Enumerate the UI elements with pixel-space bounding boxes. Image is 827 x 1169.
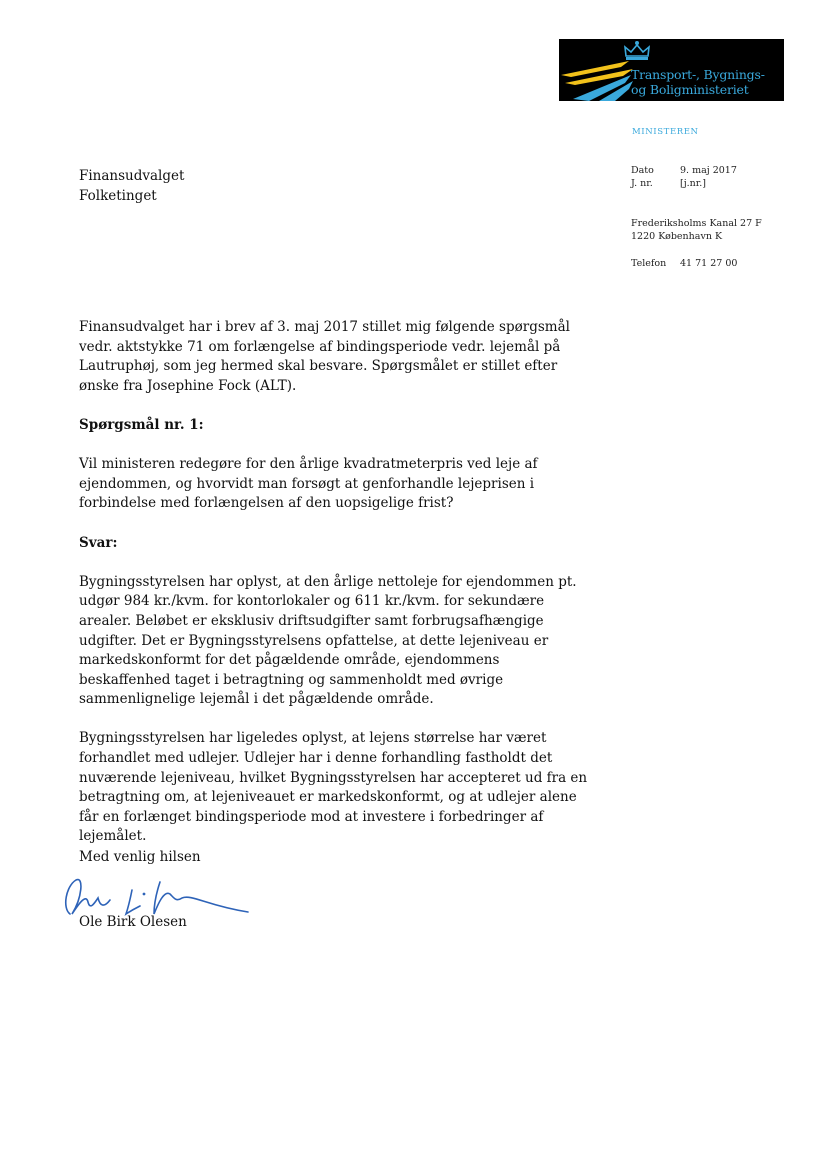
closing-phrase: Med venlig hilsen [79,849,201,865]
logo-text-line1: Transport-, Bygnings- [631,67,765,82]
question-heading: Spørgsmål nr. 1: [79,416,204,433]
jnr-label: J. nr. [631,178,653,189]
sender-meta-block [631,164,737,190]
signer-name: Ole Birk Olesen [79,914,187,930]
answer-paragraph-1: Bygningsstyrelsen har oplyst, at den årlige nettoleje for ejendommen pt. udgør 984 kr./kvm. for kontorlokaler og 611 kr./kvm. for sekundære arealer. Beløbet er eksklusiv driftsudgifter samt forbrugsafhængige udgifter. Det er Bygningsstyrelsens opfattelse, at dette lejeniveau er markedskonformt for det pågældende område, ejendommens beskaffenhed taget i betragtning og sammenholdt med øvrige sammenlignelige lejemål i det pågældende område. [79,573,577,708]
crown-icon [623,40,651,62]
address-line2: 1220 København K [631,231,723,242]
ministry-logo [559,39,784,101]
question-paragraph: Vil ministeren redegøre for den årlige kvadratmeterpris ved leje af ejendommen, og hvorvidt man forsøgt at genforhandle lejeprisen i forbindelse med forlængelsen af den uopsigelige frist? [79,456,538,512]
sender-phone [631,257,737,270]
jnr-value: [j.nr.] [680,178,707,189]
phone-label: Telefon [631,258,667,269]
phone-value: 41 71 27 00 [680,258,738,269]
address-line1: Frederiksholms Kanal 27 F [631,218,762,229]
date-value: 9. maj 2017 [680,165,737,176]
recipient-line2: Folketinget [79,188,157,204]
recipient-line1: Finansudvalget [79,168,185,184]
sender-address [631,217,762,243]
date-label: Dato [631,165,654,176]
letter-body [79,318,589,867]
intro-paragraph: Finansudvalget har i brev af 3. maj 2017 stillet mig følgende spørgsmål vedr. aktstykke 71 om forlængelse af bindingsperiode vedr. lejemål på Lautruphøj, som jeg hermed skal besvare. Spørgsmålet er stillet efter ønske fra Josephine Fock (ALT). [79,319,570,394]
answer-heading: Svar: [79,534,118,551]
sender-office: MINISTEREN [632,127,699,137]
logo-text-line2: og Boligministeriet [631,82,749,97]
recipient-block [79,166,184,206]
answer-paragraph-2: Bygningsstyrelsen har ligeledes oplyst, at lejens størrelse har været forhandlet med udlejer. Udlejer har i denne forhandling fastholdt det nuværende lejeniveau, hvilket Bygningsstyrelsen har accepteret ud fra en betragtning om, at lejeniveauet er markedskonformt, og at udlejer alene får en forlænget bindingsperiode mod at investere i forbedringer af lejemålet. [79,730,588,845]
